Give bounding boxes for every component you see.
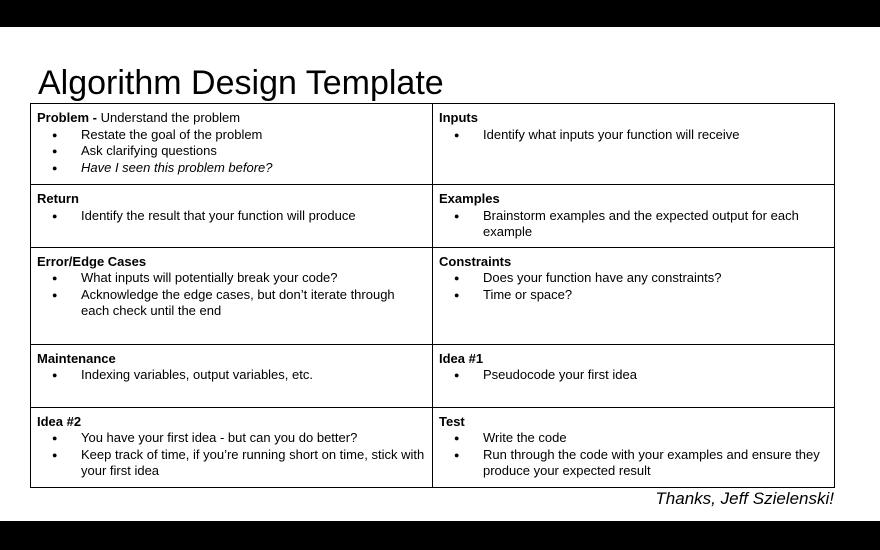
list-item: ● You have your first idea - but can you do better? bbox=[37, 430, 426, 447]
cell-test bbox=[433, 407, 835, 487]
list-item: ● Write the code bbox=[439, 430, 828, 447]
cell-return bbox=[31, 185, 433, 248]
template-table bbox=[30, 103, 835, 488]
cell-header: Inputs bbox=[439, 110, 478, 125]
list-item: ● Indexing variables, output variables, etc. bbox=[37, 367, 426, 384]
table-row bbox=[31, 407, 835, 487]
table-row bbox=[31, 104, 835, 185]
cell-header: Examples bbox=[439, 191, 500, 206]
table-row bbox=[31, 344, 835, 407]
cell-header: Idea #1 bbox=[439, 350, 484, 366]
table-row bbox=[31, 247, 835, 344]
cell-idea-1 bbox=[433, 344, 835, 407]
cell-problem bbox=[31, 104, 433, 185]
cell-header: Return bbox=[37, 191, 79, 206]
cell-header: Maintenance bbox=[37, 350, 116, 366]
credit-text: Thanks, Jeff Szielenski! bbox=[655, 489, 834, 508]
cell-header: Error/Edge Cases bbox=[37, 253, 147, 269]
list-item: ● Ask clarifying questions bbox=[37, 143, 426, 160]
cell-examples bbox=[433, 185, 835, 248]
list-item: ● Keep track of time, if you’re running short on time, stick with your first idea bbox=[37, 447, 426, 480]
list-item: ● Acknowledge the edge cases, but don’t iterate through each check until the end bbox=[37, 287, 426, 320]
list-item: ● Identify the result that your function will produce bbox=[37, 208, 426, 225]
cell-idea-2 bbox=[31, 407, 433, 487]
list-item: ● Pseudocode your first idea bbox=[439, 367, 828, 384]
page-title: Algorithm Design Template bbox=[38, 64, 444, 102]
slide bbox=[0, 27, 880, 521]
cell-error-edge-cases bbox=[31, 247, 433, 344]
list-item: ● Time or space? bbox=[439, 287, 828, 304]
cell-header: Test bbox=[439, 413, 465, 429]
list-item: ● Have I seen this problem before? bbox=[37, 160, 426, 177]
list-item: ● Identify what inputs your function will receive bbox=[439, 127, 828, 144]
table-row bbox=[31, 185, 835, 248]
cell-inputs bbox=[433, 104, 835, 185]
list-item: ● Does your function have any constraints? bbox=[439, 270, 828, 287]
list-item: ● Restate the goal of the problem bbox=[37, 127, 426, 144]
cell-header: Idea #2 bbox=[37, 413, 82, 429]
list-item: ● Run through the code with your examples and ensure they produce your expected result bbox=[439, 447, 828, 480]
cell-header: Constraints bbox=[439, 253, 512, 269]
list-item: ● Brainstorm examples and the expected output for each example bbox=[439, 208, 828, 241]
cell-constraints bbox=[433, 247, 835, 344]
list-item: ● What inputs will potentially break your code? bbox=[37, 270, 426, 287]
cell-maintenance bbox=[31, 344, 433, 407]
cell-header: Problem - Understand the problem bbox=[37, 110, 241, 125]
